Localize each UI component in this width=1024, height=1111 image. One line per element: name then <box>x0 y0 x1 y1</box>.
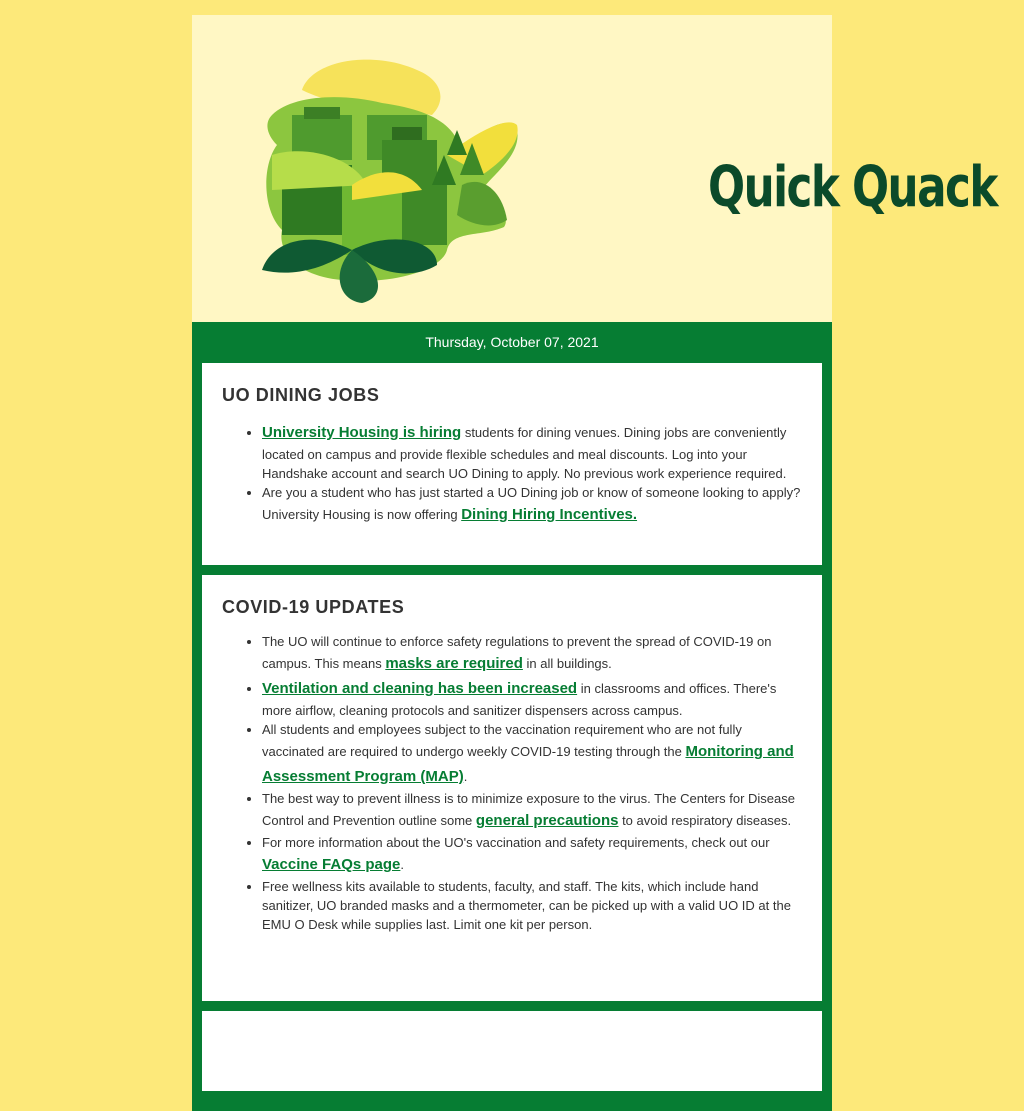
section-heading: UO DINING JOBS <box>222 385 380 405</box>
bullet-list <box>222 420 802 527</box>
list-item <box>262 632 802 676</box>
item-text: The best way to prevent illness is to minimize exposure to the virus. The Centers for Disease Control and Prevention outline some <box>262 791 795 828</box>
newsletter <box>192 15 997 1111</box>
masks-required-link[interactable]: masks are required <box>385 655 523 672</box>
newsletter-header <box>192 15 997 322</box>
list-item <box>262 420 802 483</box>
item-text: All students and employees subject to the vaccination requirement who are not fully vaccinated are required to undergo weekly COVID-19 testing through the <box>262 722 742 759</box>
list-item <box>262 789 802 833</box>
section-next <box>202 1011 822 1091</box>
item-text: . <box>400 857 405 872</box>
university-housing-hiring-link[interactable]: University Housing is hiring <box>262 424 462 441</box>
item-text: Are you a student who has just started a UO Dining job or know of someone looking to apply? University Housing is now offering <box>262 485 801 522</box>
item-text: . <box>463 769 468 784</box>
general-precautions-link[interactable]: general precautions <box>475 812 619 829</box>
list-item <box>262 720 802 789</box>
section-covid-updates <box>202 575 822 1001</box>
content-frame <box>192 363 832 1111</box>
item-text: For more information about the UO's vaccination and safety requirements, check out our <box>262 835 770 850</box>
section-dining-jobs <box>202 363 822 565</box>
list-item <box>262 833 802 877</box>
section-heading: COVID-19 UPDATES <box>222 597 405 617</box>
item-text: to avoid respiratory diseases. <box>618 813 792 828</box>
dining-hiring-incentives-link[interactable]: Dining Hiring Incentives. <box>461 506 638 523</box>
list-item <box>262 676 802 720</box>
ventilation-cleaning-link[interactable]: Ventilation and cleaning has been increased <box>262 680 578 697</box>
item-text: Free wellness kits available to students, faculty, and staff. The kits, which include hand sanitizer, UO branded masks and a thermometer, can be picked up with a valid UO ID at the EMU O Desk while supplies last. Limit one kit per person. <box>262 879 791 932</box>
item-text: in classrooms and offices. There's more airflow, cleaning protocols and sanitizer dispensers across campus. <box>262 681 777 718</box>
vaccine-faqs-link[interactable]: Vaccine FAQs page <box>262 856 401 873</box>
newsletter-title: Quick Quack <box>708 155 997 220</box>
bullet-list <box>222 632 802 934</box>
item-text: in all buildings. <box>522 656 612 671</box>
list-item <box>262 483 802 527</box>
map-program-link[interactable]: Monitoring and Assessment Program (MAP) <box>262 743 794 785</box>
newsletter-date: Thursday, October 07, 2021 <box>192 322 832 363</box>
list-item <box>262 877 802 934</box>
item-text: The UO will continue to enforce safety regulations to prevent the spread of COVID-19 on campus. This means <box>262 634 772 671</box>
item-text: students for dining venues. Dining jobs are conveniently located on campus and provide flexible schedules and meal discounts. Log into your Handshake account and search UO Dining to apply. No previous work experience required. <box>262 425 787 481</box>
